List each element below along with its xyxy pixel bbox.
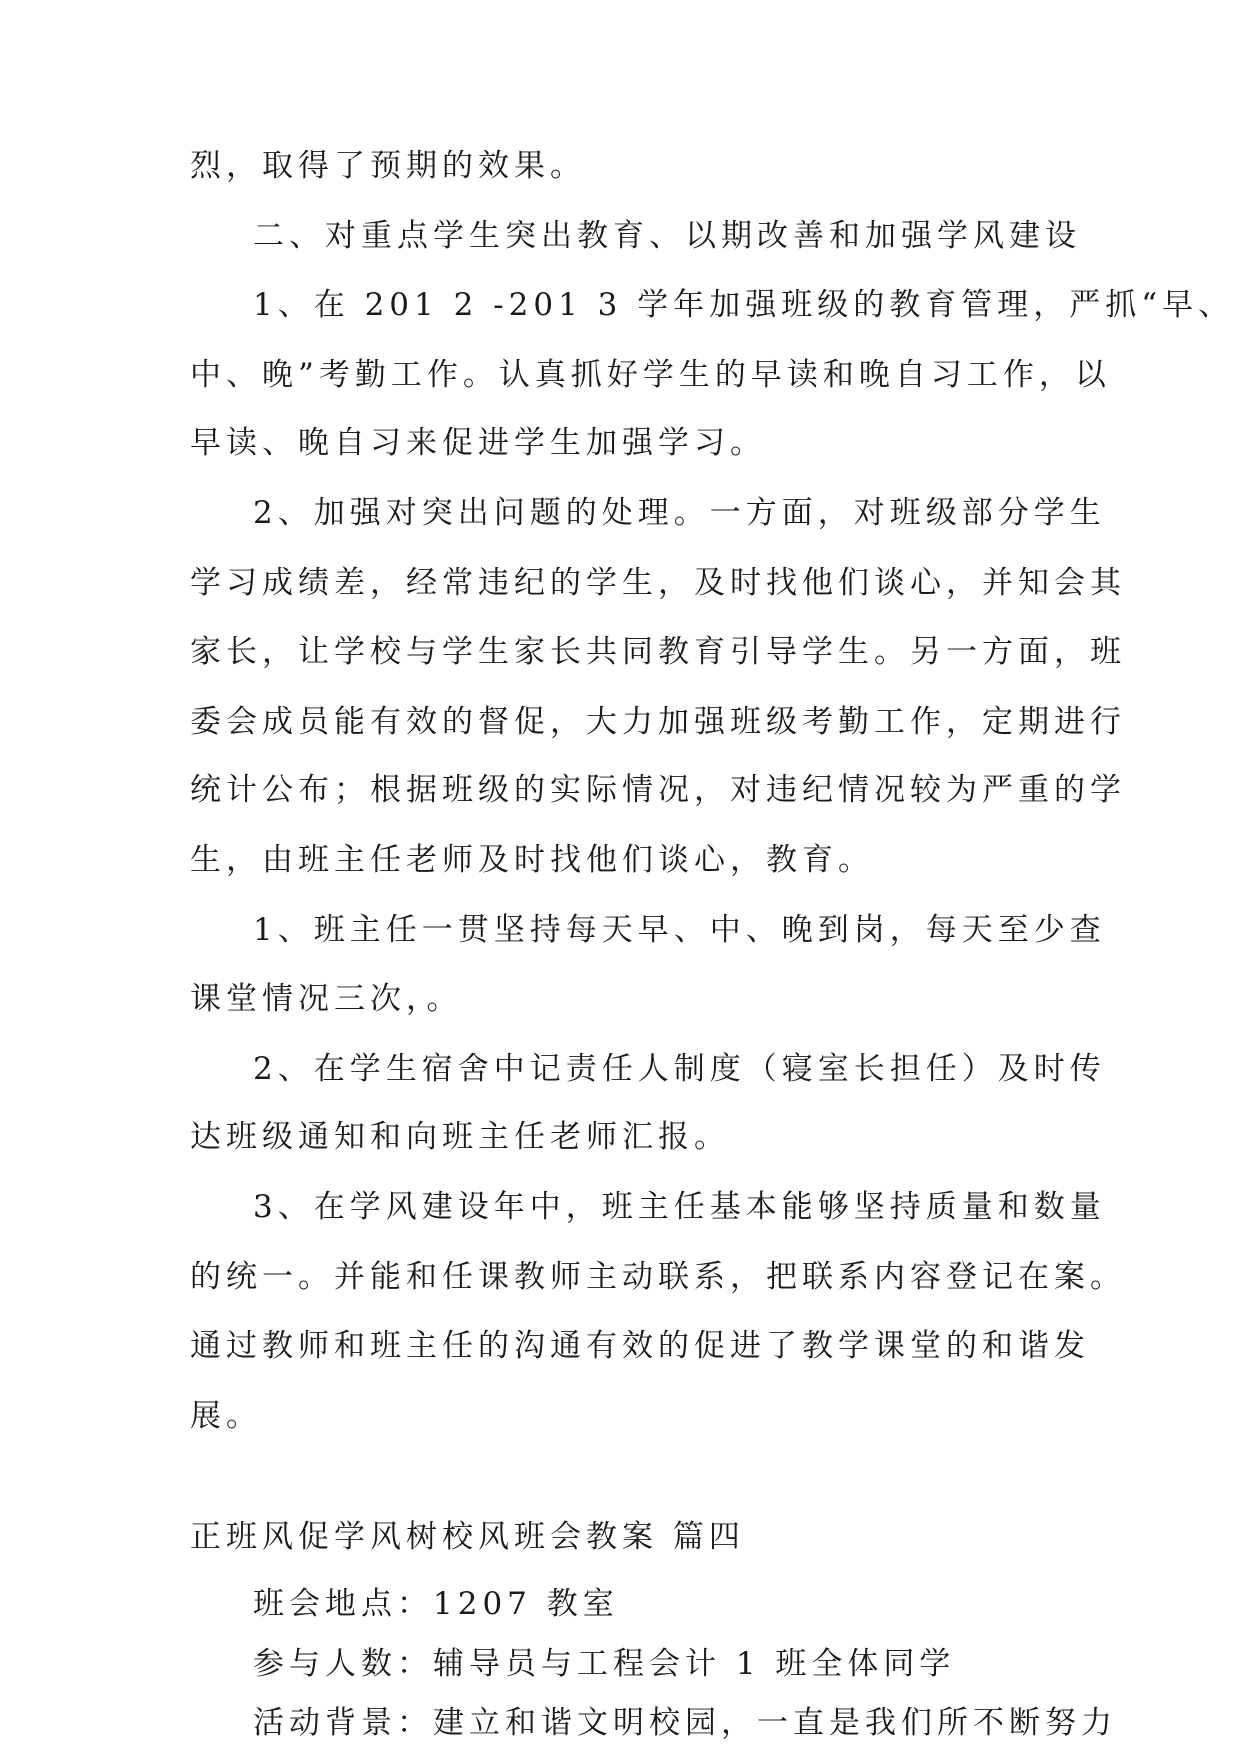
- paragraph-line: 通过教师和班主任的沟通有效的促进了教学课堂的和谐发: [190, 1328, 1090, 1364]
- paragraph-line: 家长，让学校与学生家长共同教育引导学生。另一方面，班: [190, 634, 1126, 670]
- paragraph-line: 2、在学生宿舍中记责任人制度（寝室长担任）及时传: [253, 1051, 1106, 1087]
- paragraph-line: 中、晚”考勤工作。认真抓好学生的早读和晚自习工作，以: [190, 357, 1111, 393]
- paragraph-line: 委会成员能有效的督促，大力加强班级考勤工作，定期进行: [190, 704, 1126, 740]
- paragraph-line: 2、加强对突出问题的处理。一方面，对班级部分学生: [253, 495, 1106, 531]
- paragraph-line: 参与人数：辅导员与工程会计 1 班全体同学: [253, 1646, 956, 1682]
- paragraph-line: 达班级通知和向班主任老师汇报。: [190, 1119, 730, 1155]
- paragraph-line: 课堂情况三次，。: [190, 981, 463, 1017]
- paragraph-line: 早读、晚自习来促进学生加强学习。: [190, 425, 766, 461]
- paragraph-line: 烈，取得了预期的效果。: [190, 148, 586, 184]
- paragraph-line: 3、在学风建设年中，班主任基本能够坚持质量和数量: [253, 1189, 1106, 1225]
- paragraph-line: 1、在 201 2 -201 3 学年加强班级的教育管理，严抓“早、: [253, 287, 1235, 323]
- article-title: 正班风促学风树校风班会教案 篇四: [190, 1519, 745, 1555]
- paragraph-line: 活动背景：建立和谐文明校园，一直是我们所不断努力: [253, 1705, 1117, 1741]
- paragraph-line: 1、班主任一贯坚持每天早、中、晚到岗，每天至少查: [253, 912, 1106, 948]
- paragraph-line: 生，由班主任老师及时找他们谈心，教育。: [190, 842, 874, 878]
- section-heading: 二、对重点学生突出教育、以期改善和加强学风建设: [253, 218, 1081, 254]
- paragraph-line: 的统一。并能和任课教师主动联系，把联系内容登记在案。: [190, 1259, 1126, 1295]
- paragraph-line: 统计公布；根据班级的实际情况，对违纪情况较为严重的学: [190, 772, 1126, 808]
- paragraph-line: 学习成绩差，经常违纪的学生，及时找他们谈心，并知会其: [190, 565, 1126, 601]
- paragraph-line: 展。: [190, 1398, 262, 1434]
- meeting-location: 班会地点：1207 教室: [253, 1586, 619, 1622]
